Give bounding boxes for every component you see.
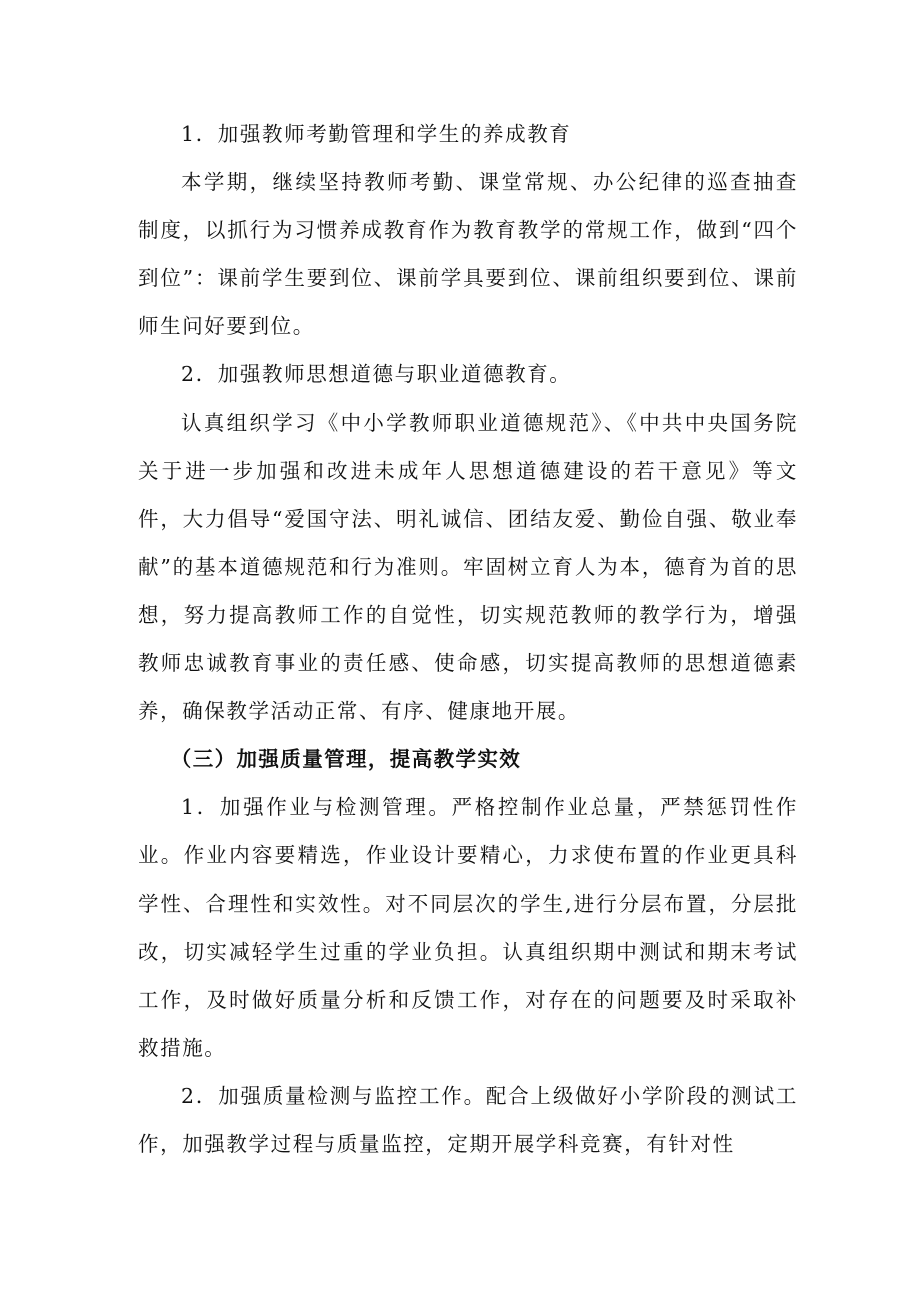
paragraph-homework: 1．加强作业与检测管理。严格控制作业总量，严禁惩罚性作业。作业内容要精选，作业设计要精心，力求使布置的作业更具科学性、合理性和实效性。对不同层次的学生,进行分层布置，分层批改，切实减轻学生过重的学业负担。认真组织期中测试和期末考试工作，及时做好质量分析和反馈工作，对存在的问题要及时采取补救措施。 — [138, 795, 798, 1060]
item-heading-ethics: 2．加强教师思想道德与职业道德教育。 — [181, 362, 572, 387]
paragraph-monitoring: 2．加强质量检测与监控工作。配合上级做好小学阶段的测试工作，加强教学过程与质量监控，定期开展学科竞赛，有针对性 — [138, 1083, 798, 1156]
document-body — [138, 110, 798, 1168]
item-heading-attendance: 1．加强教师考勤管理和学生的养成教育 — [181, 122, 572, 146]
paragraph-attendance: 本学期，继续坚持教师考勤、课堂常规、办公纪律的巡查抽查制度，以抓行为习惯养成教育作为教育教学的常规工作，做到“四个到位”：课前学生要到位、课前学具要到位、课前组织要到位、课前师生问好要到位。 — [138, 170, 798, 339]
paragraph-ethics: 认真组织学习《中小学教师职业道德规范》、《中共中央国务院关于进一步加强和改进未成年人思想道德建设的若干意见》等文件，大力倡导“爱国守法、明礼诚信、团结友爱、勤俭自强、敬业奉献”的基本道德规范和行为准则。牢固树立育人为本，德育为首的思想，努力提高教师工作的自觉性，切实规范教师的教学行为，增强教师忠诚教育事业的责任感、使命感，切实提高教师的思想道德素养，确保教学活动正常、有序、健康地开展。 — [138, 410, 798, 724]
section-heading-quality: （三）加强质量管理，提高教学实效 — [170, 747, 522, 772]
